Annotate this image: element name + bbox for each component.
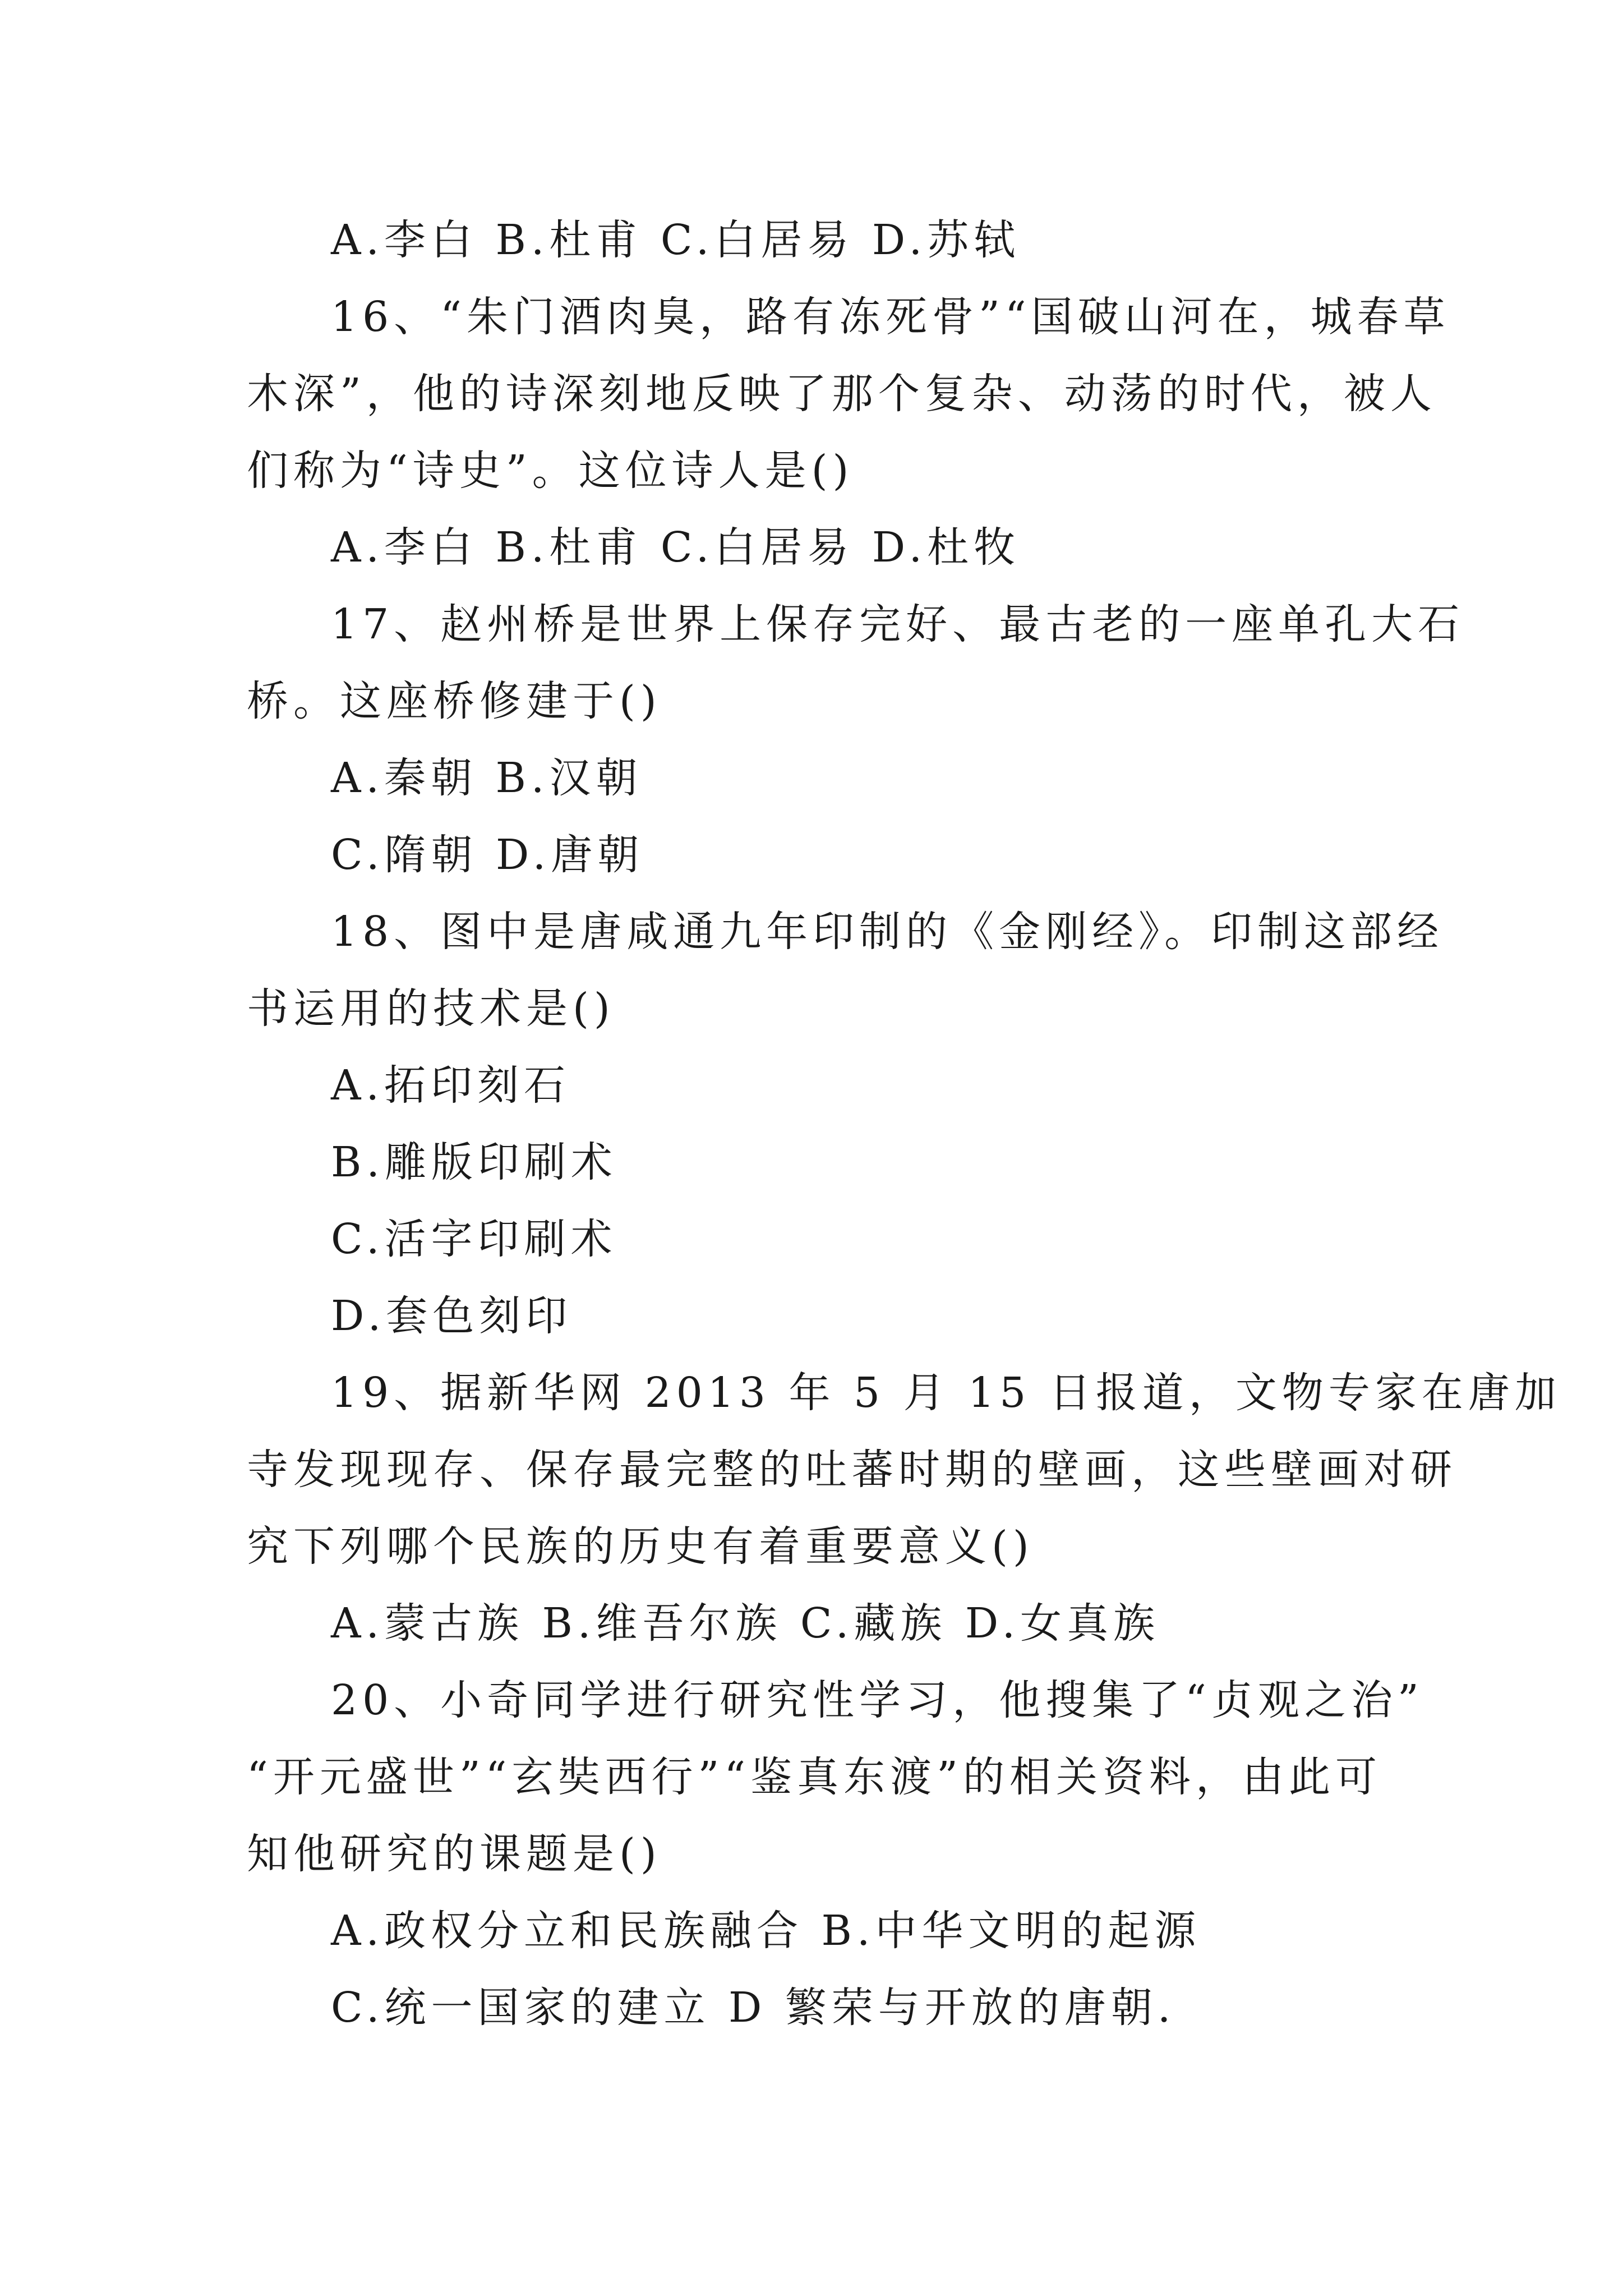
q18-option-b: B.雕版印刷术 <box>331 1138 617 1186</box>
document-body <box>247 202 1561 2046</box>
q17-stem-line-2: 桥。这座桥修建于() <box>247 677 662 725</box>
q16-stem-line-3: 们称为“诗史”。这位诗人是() <box>247 447 854 495</box>
q16-stem-line-1: 16、“朱门酒肉臭，路有冻死骨”“国破山河在，城春草 <box>331 293 1450 341</box>
q19-stem-line-3: 究下列哪个民族的历史有着重要意义() <box>247 1522 1034 1571</box>
q19-stem-line-1: 19、据新华网 2013 年 5 月 15 日报道，文物专家在唐加 <box>331 1369 1561 1417</box>
q17-options-ab: A.秦朝 B.汉朝 <box>331 754 643 802</box>
q16-stem-line-2: 木深”，他的诗深刻地反映了那个复杂、动荡的时代，被人 <box>247 370 1437 418</box>
q18-stem-line-1: 18、图中是唐咸通九年印制的《金刚经》。印制这部经 <box>331 908 1444 956</box>
q20-options-cd: C.统一国家的建立 D 繁荣与开放的唐朝. <box>331 1984 1176 2032</box>
q20-options-ab: A.政权分立和民族融合 B.中华文明的起源 <box>331 1907 1201 1955</box>
q20-stem-line-1: 20、小奇同学进行研究性学习，他搜集了“贞观之治” <box>331 1676 1424 1724</box>
q16-options: A.李白 B.杜甫 C.白居易 D.杜牧 <box>331 523 1021 572</box>
q18-option-c: C.活字印刷术 <box>331 1215 617 1263</box>
q17-stem-line-1: 17、赵州桥是世界上保存完好、最古老的一座单孔大石 <box>331 600 1465 648</box>
q18-stem-line-2: 书运用的技术是() <box>247 984 615 1033</box>
q15-options: A.李白 B.杜甫 C.白居易 D.苏轼 <box>331 216 1021 264</box>
q17-options-cd: C.隋朝 D.唐朝 <box>331 831 644 879</box>
q19-stem-line-2: 寺发现现存、保存最完整的吐蕃时期的壁画，这些壁画对研 <box>247 1446 1457 1494</box>
q20-stem-line-3: 知他研究的课题是() <box>247 1830 662 1878</box>
q19-options: A.蒙古族 B.维吾尔族 C.藏族 D.女真族 <box>331 1599 1160 1648</box>
q18-option-a: A.拓印刻石 <box>331 1061 570 1110</box>
q18-option-d: D.套色刻印 <box>331 1292 573 1340</box>
q20-stem-line-2: “开元盛世”“玄奘西行”“鉴真东渡”的相关资料，由此可 <box>247 1753 1382 1801</box>
